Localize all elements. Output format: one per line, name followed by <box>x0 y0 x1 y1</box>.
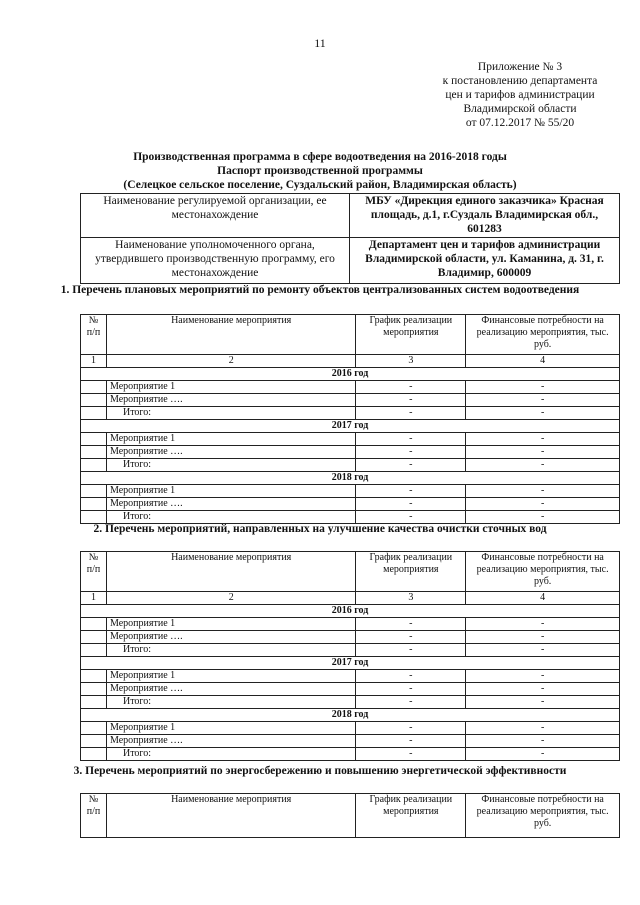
column-number-row <box>81 592 620 605</box>
row-num <box>81 433 107 446</box>
year-row <box>81 605 620 618</box>
measure-name: Мероприятие …. <box>106 394 355 407</box>
finance-value: - <box>466 748 620 761</box>
table-row <box>81 433 620 446</box>
column-number: 3 <box>356 355 466 368</box>
column-number: 1 <box>81 592 107 605</box>
row-num <box>81 696 107 709</box>
table-row <box>81 459 620 472</box>
appendix-line: Приложение № 3 <box>477 61 563 73</box>
table-row <box>81 722 620 735</box>
table-row <box>81 670 620 683</box>
header-finance: Финансовые потребности на реализацию мероприятия, тыс. руб. <box>466 315 620 355</box>
finance-value: - <box>466 511 620 524</box>
year-label: 2018 год <box>81 709 620 722</box>
header-row <box>81 552 620 592</box>
schedule-value: - <box>356 683 466 696</box>
measure-name: Мероприятие …. <box>106 498 355 511</box>
row-num <box>81 631 107 644</box>
column-number: 1 <box>81 355 107 368</box>
schedule-value: - <box>356 748 466 761</box>
finance-value: - <box>466 394 620 407</box>
appendix-line: от 07.12.2017 № 55/20 <box>465 117 575 129</box>
finance-value: - <box>466 735 620 748</box>
table-row <box>81 748 620 761</box>
year-label: 2017 год <box>81 657 620 670</box>
section-1-table <box>80 314 620 524</box>
column-number: 2 <box>106 355 355 368</box>
header-name: Наименование мероприятия <box>106 552 355 592</box>
finance-value: - <box>466 696 620 709</box>
row-num <box>81 394 107 407</box>
row-num <box>81 670 107 683</box>
row-num <box>81 407 107 420</box>
table-row <box>81 381 620 394</box>
finance-value: - <box>466 631 620 644</box>
column-number: 3 <box>356 592 466 605</box>
header-schedule: График реализации мероприятия <box>356 794 466 838</box>
table-row <box>81 485 620 498</box>
row-num <box>81 683 107 696</box>
appendix-line: Владимирской области <box>463 103 577 115</box>
row-num <box>81 644 107 657</box>
row-num <box>81 459 107 472</box>
authority-value: Департамент цен и тарифов администрации Владимирской области, ул. Каманина, д. 31, г. Владимир, 600009 <box>350 238 620 284</box>
measures-table <box>80 314 620 524</box>
measure-name: Мероприятие 1 <box>106 618 355 631</box>
schedule-value: - <box>356 446 466 459</box>
year-row <box>81 657 620 670</box>
header-row <box>81 794 620 838</box>
row-num <box>81 748 107 761</box>
measure-name: Итого: <box>106 459 355 472</box>
measure-name: Итого: <box>106 511 355 524</box>
finance-value: - <box>466 683 620 696</box>
row-num <box>81 446 107 459</box>
finance-value: - <box>466 407 620 420</box>
column-number: 4 <box>466 355 620 368</box>
table-row <box>81 407 620 420</box>
year-label: 2018 год <box>81 472 620 485</box>
passport-table <box>80 193 620 284</box>
table-row <box>81 631 620 644</box>
schedule-value: - <box>356 618 466 631</box>
finance-value: - <box>466 381 620 394</box>
measure-name: Итого: <box>106 748 355 761</box>
schedule-value: - <box>356 722 466 735</box>
section-3-title: 3. Перечень мероприятий по энергосбережению и повышению энергетической эффективности <box>73 765 567 777</box>
table-row <box>81 394 620 407</box>
year-label: 2017 год <box>81 420 620 433</box>
table-row <box>81 683 620 696</box>
measure-name: Мероприятие 1 <box>106 381 355 394</box>
finance-value: - <box>466 670 620 683</box>
year-label: 2016 год <box>81 368 620 381</box>
document-title <box>60 150 580 192</box>
header-finance: Финансовые потребности на реализацию мероприятия, тыс. руб. <box>466 794 620 838</box>
measure-name: Мероприятие 1 <box>106 485 355 498</box>
finance-value: - <box>466 485 620 498</box>
table-row <box>81 618 620 631</box>
table-row <box>81 446 620 459</box>
schedule-value: - <box>356 696 466 709</box>
year-row <box>81 368 620 381</box>
measure-name: Мероприятие …. <box>106 683 355 696</box>
measure-name: Мероприятие …. <box>106 446 355 459</box>
table-row <box>81 696 620 709</box>
header-finance: Финансовые потребности на реализацию мероприятия, тыс. руб. <box>466 552 620 592</box>
measure-name: Итого: <box>106 644 355 657</box>
finance-value: - <box>466 644 620 657</box>
measure-name: Мероприятие 1 <box>106 433 355 446</box>
section-3-table <box>80 793 620 838</box>
table-row <box>81 498 620 511</box>
row-num <box>81 498 107 511</box>
measure-name: Мероприятие …. <box>106 631 355 644</box>
measures-table <box>80 793 620 838</box>
org-value: МБУ «Дирекция единого заказчика» Красная площадь, д.1, г.Суздаль Владимирская обл., 601283 <box>350 194 620 238</box>
header-num: № п/п <box>81 315 107 355</box>
year-label: 2016 год <box>81 605 620 618</box>
measure-name: Итого: <box>106 696 355 709</box>
org-label: Наименование регулируемой организации, ее местонахождение <box>81 194 350 238</box>
header-name: Наименование мероприятия <box>106 315 355 355</box>
column-number: 2 <box>106 592 355 605</box>
measure-name: Итого: <box>106 407 355 420</box>
schedule-value: - <box>356 381 466 394</box>
title-line: Паспорт производственной программы <box>217 165 423 177</box>
schedule-value: - <box>356 670 466 683</box>
section-1-title: 1. Перечень плановых мероприятий по ремонту объектов централизованных систем водоотведения <box>60 284 580 296</box>
measure-name: Мероприятие 1 <box>106 670 355 683</box>
header-schedule: График реализации мероприятия <box>356 552 466 592</box>
schedule-value: - <box>356 394 466 407</box>
row-num <box>81 722 107 735</box>
row-num <box>81 381 107 394</box>
year-row <box>81 472 620 485</box>
schedule-value: - <box>356 644 466 657</box>
finance-value: - <box>466 433 620 446</box>
year-row <box>81 709 620 722</box>
header-schedule: График реализации мероприятия <box>356 315 466 355</box>
column-number: 4 <box>466 592 620 605</box>
column-number-row <box>81 355 620 368</box>
year-row <box>81 420 620 433</box>
table-row <box>81 735 620 748</box>
header-num: № п/п <box>81 552 107 592</box>
header-num: № п/п <box>81 794 107 838</box>
header-row <box>81 315 620 355</box>
row-num <box>81 618 107 631</box>
appendix-line: к постановлению департамента <box>442 75 598 87</box>
row-num <box>81 735 107 748</box>
schedule-value: - <box>356 735 466 748</box>
finance-value: - <box>466 459 620 472</box>
authority-label: Наименование уполномоченного органа, утвердившего производственную программу, его местонахождение <box>81 238 350 284</box>
page-number: 11 <box>314 36 326 50</box>
schedule-value: - <box>356 631 466 644</box>
table-row <box>81 644 620 657</box>
finance-value: - <box>466 618 620 631</box>
title-line: (Селецкое сельское поселение, Суздальский район, Владимирская область) <box>123 179 517 191</box>
schedule-value: - <box>356 485 466 498</box>
finance-value: - <box>466 722 620 735</box>
appendix-note <box>430 60 610 130</box>
measure-name: Мероприятие …. <box>106 735 355 748</box>
appendix-line: цен и тарифов администрации <box>445 89 595 101</box>
schedule-value: - <box>356 498 466 511</box>
schedule-value: - <box>356 433 466 446</box>
title-line: Производственная программа в сфере водоотведения на 2016-2018 годы <box>133 151 507 163</box>
schedule-value: - <box>356 511 466 524</box>
section-2-title: 2. Перечень мероприятий, направленных на улучшение качества очистки сточных вод <box>93 523 547 535</box>
section-2-table <box>80 551 620 761</box>
header-name: Наименование мероприятия <box>106 794 355 838</box>
finance-value: - <box>466 498 620 511</box>
row-num <box>81 485 107 498</box>
schedule-value: - <box>356 459 466 472</box>
schedule-value: - <box>356 407 466 420</box>
finance-value: - <box>466 446 620 459</box>
measure-name: Мероприятие 1 <box>106 722 355 735</box>
measures-table <box>80 551 620 761</box>
